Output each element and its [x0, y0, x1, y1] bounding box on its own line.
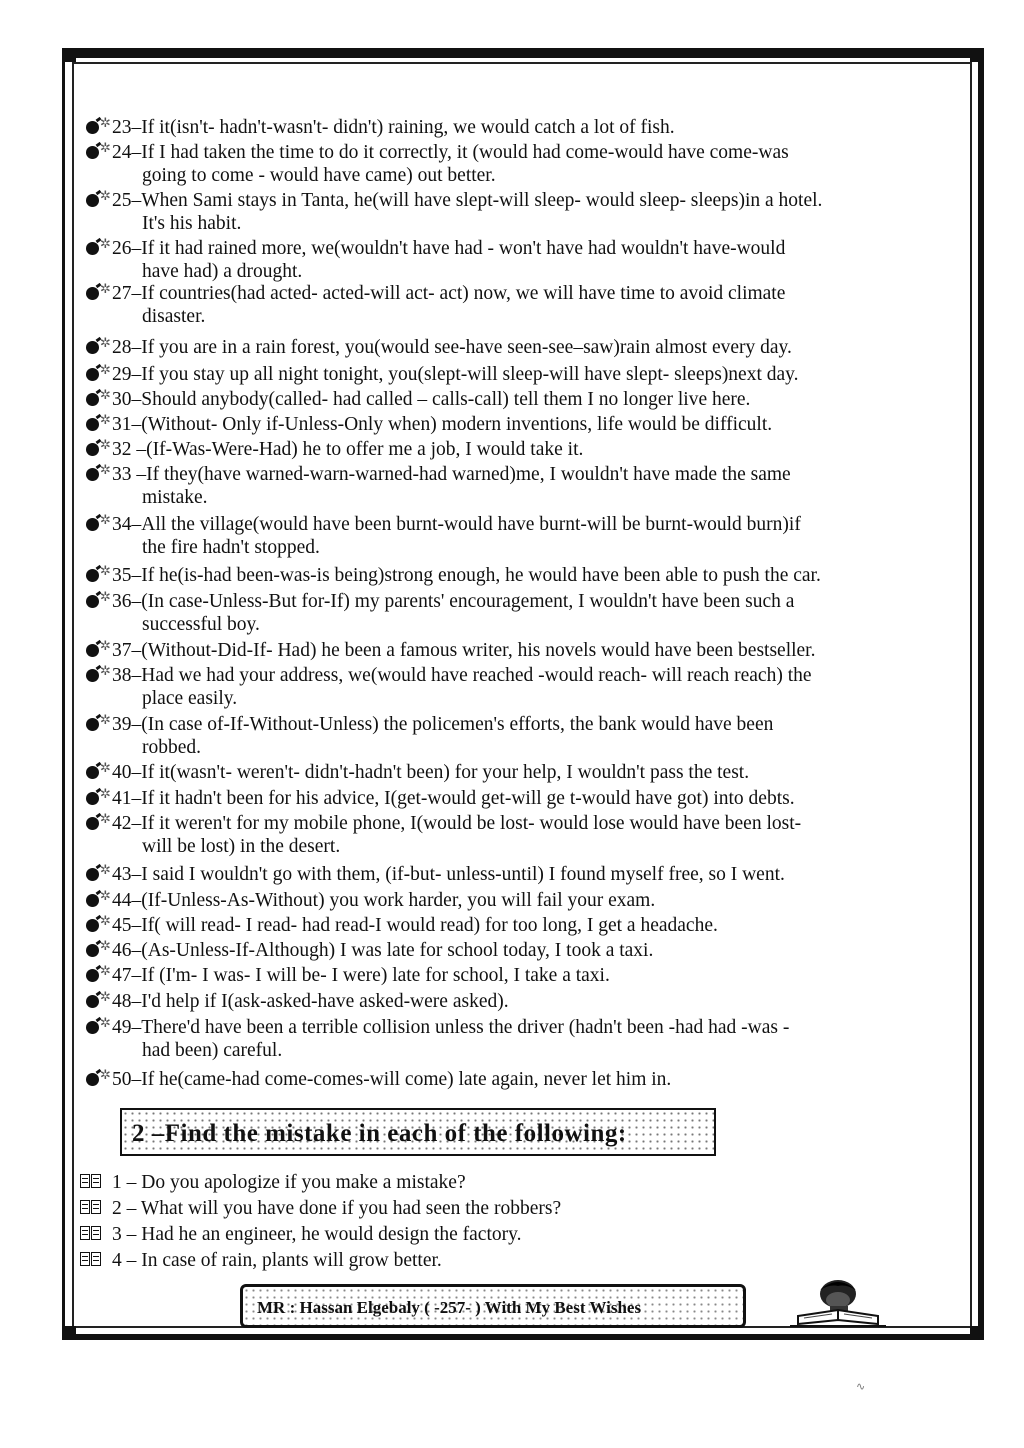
mistake-item: [80, 1222, 940, 1248]
question-text: 30–Should anybody(called- had called – calls-call) tell them I no longer live here.: [112, 389, 751, 410]
question-text: 28–If you are in a rain forest, you(would see-have seen-see–saw)rain almost every day.: [112, 337, 792, 358]
bomb-icon: ✲: [84, 713, 112, 735]
mistakes-list: [80, 1170, 940, 1274]
question-text: 29–If you stay up all night tonight, you(slept-will sleep-will have slept- sleeps)next day.: [112, 364, 799, 385]
question-item: [84, 639, 815, 662]
question-text: 36–(In case-Unless-But for-If) my parents' encouragement, I wouldn't have been such a: [112, 591, 795, 612]
frame-corner: [62, 1326, 76, 1340]
question-text: 34–All the village(would have been burnt-would have burnt-will be burnt-would burn)if: [112, 514, 801, 535]
question-item: [84, 282, 785, 328]
question-text-continued: will be lost) in the desert.: [142, 836, 341, 857]
question-text-continued: It's his habit.: [142, 213, 242, 234]
question-item: [84, 336, 792, 359]
question-text: 50–If he(came-had come-comes-will come) late again, never let him in.: [112, 1069, 672, 1090]
question-text: 27–If countries(had acted- acted-will act- act) now, we will have time to avoid climate: [112, 283, 786, 304]
mistake-item: [80, 1170, 940, 1196]
question-item: [84, 761, 749, 784]
question-text: 26–If it had rained more, we(wouldn't have had - won't have had wouldn't have-would: [112, 238, 786, 259]
question-text: 37–(Without-Did-If- Had) he been a famous writer, his novels would have been bestseller.: [112, 640, 816, 661]
question-text: 44–(If-Unless-As-Without) you work harder, you will fail your exam.: [112, 890, 656, 911]
question-text: 47–If (I'm- I was- I will be- I were) late for school, I take a taxi.: [112, 965, 610, 986]
mistake-text: 2 – What will you have done if you had seen the robbers?: [112, 1198, 562, 1219]
question-text: 48–I'd help if I(ask-asked-have asked-were asked).: [112, 991, 509, 1012]
question-text-continued: had been) careful.: [142, 1040, 283, 1061]
footer-banner: [240, 1284, 746, 1328]
question-item: [84, 513, 801, 559]
bomb-icon: ✲: [84, 939, 112, 961]
question-text: 46–(As-Unless-If-Although) I was late for school today, I took a taxi.: [112, 940, 654, 961]
mistake-text: 3 – Had he an engineer, he would design the factory.: [112, 1224, 522, 1245]
question-text-continued: the fire hadn't stopped.: [142, 537, 320, 558]
frame-corner: [970, 48, 984, 62]
question-item: [84, 787, 795, 810]
question-item: [84, 964, 610, 987]
bomb-icon: ✲: [84, 413, 112, 435]
question-text: 23–If it(isn't- hadn't-wasn't- didn't) raining, we would catch a lot of fish.: [112, 117, 675, 138]
question-item: [84, 863, 785, 886]
bomb-icon: ✲: [84, 990, 112, 1012]
question-text: 38–Had we had your address, we(would have reached -would reach- will reach reach) the: [112, 665, 812, 686]
question-item: [84, 914, 718, 937]
question-item: [84, 939, 653, 962]
question-item: [84, 990, 509, 1013]
bomb-icon: ✲: [84, 863, 112, 885]
bomb-icon: ✲: [84, 787, 112, 809]
reading-student-icon: [790, 1276, 886, 1332]
question-text: 32 –(If-Was-Were-Had) he to offer me a job, I would take it.: [112, 439, 584, 460]
question-text: 49–There'd have been a terrible collision unless the driver (hadn't been -had had -was -: [112, 1017, 790, 1038]
bomb-icon: ✲: [84, 141, 112, 163]
question-text: 40–If it(wasn't- weren't- didn't-hadn't been) for your help, I wouldn't pass the test.: [112, 762, 750, 783]
bomb-icon: ✲: [84, 388, 112, 410]
question-text-continued: place easily.: [142, 688, 238, 709]
bomb-icon: ✲: [84, 964, 112, 986]
bomb-icon: ✲: [84, 590, 112, 612]
question-text: 25–When Sami stays in Tanta, he(will have slept-will sleep- would sleep- sleeps)in a hotel.: [112, 190, 823, 211]
question-text: 41–If it hadn't been for his advice, I(get-would get-will ge t-would have got) into debts.: [112, 788, 795, 809]
question-text: 24–If I had taken the time to do it correctly, it (would had come-would have come-was: [112, 142, 789, 163]
question-text-continued: mistake.: [142, 487, 208, 508]
bomb-icon: ✲: [84, 463, 112, 485]
question-item: [84, 1016, 789, 1062]
open-book-icon: [80, 1226, 104, 1242]
bomb-icon: ✲: [84, 237, 112, 259]
question-item: [84, 564, 821, 587]
question-item: [84, 141, 789, 187]
question-text: 39–(In case of-If-Without-Unless) the policemen's efforts, the bank would have been: [112, 714, 774, 735]
mistake-item: [80, 1248, 940, 1274]
bomb-icon: ✲: [84, 664, 112, 686]
question-item: [84, 463, 791, 509]
question-item: [84, 438, 583, 461]
question-text: 31–(Without- Only if-Unless-Only when) modern inventions, life would be difficult.: [112, 414, 773, 435]
open-book-icon: [80, 1252, 104, 1268]
bomb-icon: ✲: [84, 1016, 112, 1038]
bomb-icon: ✲: [84, 282, 112, 304]
question-item: [84, 590, 794, 636]
bomb-icon: ✲: [84, 116, 112, 138]
bomb-icon: ✲: [84, 438, 112, 460]
question-item: [84, 363, 799, 386]
question-item: [84, 237, 785, 283]
question-item: [84, 889, 655, 912]
bomb-icon: ✲: [84, 889, 112, 911]
question-item: [84, 1068, 671, 1091]
question-text-continued: going to come - would have came) out better.: [142, 165, 496, 186]
question-item: [84, 713, 773, 759]
question-text: 43–I said I wouldn't go with them, (if-but- unless-until) I found myself free, so I went.: [112, 864, 785, 885]
question-text: 35–If he(is-had been-was-is being)strong enough, he would have been able to push the car.: [112, 565, 821, 586]
question-text-continued: have had) a drought.: [142, 261, 303, 282]
question-item: [84, 116, 675, 139]
bomb-icon: ✲: [84, 189, 112, 211]
section-2-banner: [120, 1108, 716, 1156]
question-item: [84, 664, 812, 710]
mistake-text: 4 – In case of rain, plants will grow better.: [112, 1250, 442, 1271]
mistake-item: [80, 1196, 940, 1222]
frame-corner: [62, 48, 76, 62]
bomb-icon: ✲: [84, 812, 112, 834]
bomb-icon: ✲: [84, 1068, 112, 1090]
question-text-continued: disaster.: [142, 306, 206, 327]
bomb-icon: ✲: [84, 639, 112, 661]
section-2-title: 2 –Find the mistake in each of the following:: [132, 1120, 627, 1147]
question-item: [84, 812, 801, 858]
open-book-icon: [80, 1200, 104, 1216]
bomb-icon: ✲: [84, 363, 112, 385]
question-item: [84, 189, 822, 235]
bomb-icon: ✲: [84, 761, 112, 783]
bomb-icon: ✲: [84, 336, 112, 358]
stray-mark: ∿: [856, 1380, 866, 1393]
question-text-continued: robbed.: [142, 737, 202, 758]
bomb-icon: ✲: [84, 564, 112, 586]
question-item: [84, 388, 750, 411]
footer-text: MR : Hassan Elgebaly ( -257- ) With My Best Wishes: [257, 1298, 642, 1317]
question-item: [84, 413, 772, 436]
question-text: 33 –If they(have warned-warn-warned-had warned)me, I wouldn't have made the same: [112, 464, 791, 485]
frame-corner: [970, 1326, 984, 1340]
open-book-icon: [80, 1174, 104, 1190]
bomb-icon: ✲: [84, 914, 112, 936]
question-text-continued: successful boy.: [142, 614, 260, 635]
bomb-icon: ✲: [84, 513, 112, 535]
question-text: 42–If it weren't for my mobile phone, I(would be lost- would lose would have been lost-: [112, 813, 802, 834]
question-text: 45–If( will read- I read- had read-I would read) for too long, I get a headache.: [112, 915, 718, 936]
mistake-text: 1 – Do you apologize if you make a mistake?: [112, 1172, 466, 1193]
